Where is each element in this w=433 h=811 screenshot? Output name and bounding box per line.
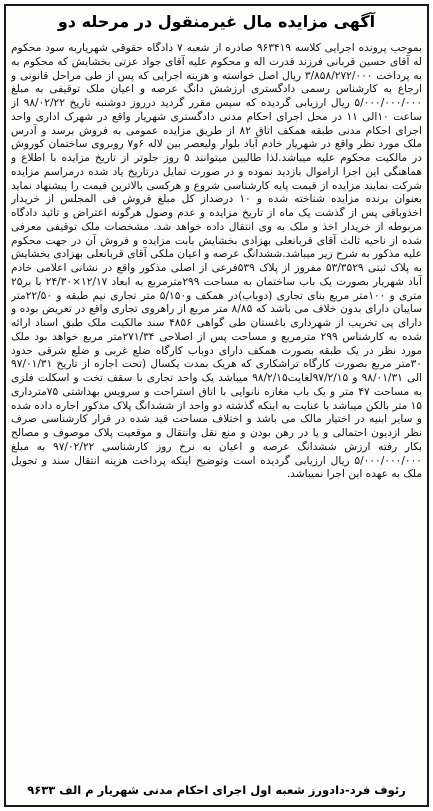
auction-notice (4, 4, 429, 807)
notice-body: بموجب پرونده اجرایی کلاسه ۹۶۳۴۱۹ صادره از شعبه ۷ دادگاه حقوقی شهریاربه سود محکوم له آقای حسین قربانی فرزند قدرت اله و محکوم علیه آقای جواد عزتی بخشایش که محکوم به به پرداخت ۳/۸۵۸/۲۷۲/۰۰۰ ریال اصل خواسته و هزینه اجرایی که پس از طی مراحل قانونی و ارجاع به کارشناس رسمی دادگستری ارزشش دانگ عرصه و اعیان ملک توقیفی به مبلغ ۵/۰۰۰/۰۰۰/۰۰۰ ریال ارزیابی گردیده که سپس مقرر گردید درروز دوشنبه تاریخ ۹۸/۰۲/۲۲ از ساعت ۱۰الی ۱۱ در محل اجرای احکام مدنی دادگستری شهریار واقع در شهرک اداری واحد اجرای احکام مدنی طبقه همکف اتاق ۸۲ از طریق مزایده عمومی به فروش برسد و آدرس ملک مورد نظر واقع در شهریار خادم آباد بلوار ولیعصر بین لاله ۶و۷ روبروی ساختمان کوروش در مالکیت محکوم علیه میباشد.لذا طالبین میتوانند ۵ روز جلوتر از تاریخ مزایده با اطلاع و هماهنگی این اجرا ازاموال بازدید نموده و در صورت تمایل درتاریخ یاد شده درمراسم مزایده شرکت نمایند مزایده از قیمت پایه کارشناسی شروع و هرکسی بالاترین قیمت را پیشنهاد نماید بعنوان برنده مزایده شناخته شده و ۱۰ درصداز کل مبلغ فروش فی المجلس از خریدار اخذوباقی پس از گذشت یک ماه از تاریخ مزایده و عدم وصول هرگونه اعتراض و تائید دادگاه مربوطه از خریدار اخذ و ملک به وی انتقال داده خواهد شد. مشخصات ملک توقیفی معرفی شده از ناحیه ثالث آقای قربانعلی بهزادی بخشایش بابت مزایده و فروش آن در جهت محکوم علیه مذکور به شرح زیر میباشد.ششدانگ عرصه و اعیان ملکی آقای قربانعلی بهزادی بخشایش به پلاک ثبتی ۵۳/۳۵۲۹ مفروز از پلاک ۵۳۹فرعی از اصلی مذکور واقع در نشانی اعلامی خادم آباد شهریار بصورت یک باب ساختمان به مساحت ۲۹۹مترمربع به ابعاد ۱۲/۱۷×۲۴/۳۰ با بر۲۵ متری و ۱۰۰متر مربع بنای تجاری (دوباب)در همکف و۵/۱۵۰ متر تجاری نیم طبقه و ۲۲/۵۰متر سایبان دارای بدون خلاف می باشد که ۸/۸۵ متر مربع از راهروی تجاری واقع در تعریض بوده و دارای پی تخریب از شهرداری باغستان طی گواهی ۴۸۵۶ سند مالکیت ملک طبق اسناد ارائه شده به کارشناس ۲۹۹ مترمربع و مساحت پس از اصلاحی ۲۷۱/۳۴متر مربع خواهد بود ملک مورد نظر در یک طبقه بصورت همکف دارای دوباب کارگاه ضلع غربی و ضلع شرقی حدود ۳۰متر مربع بصورت کارگاه تراشکاری که هریک بمدت یکسال (تحت اجاره از تاریخ ۹۷/۰۱/۳۱ الی ۹۸/۰۱/۳۱ و ۹۷/۲/۱۵لغایت۹۸/۲/۱۵ میباشد یک واحد تجاری با سقف تخت و اسکلت فلزی به مساحت ۴۷ متر و یک باب مغازه نانوایی با اتاق استراحت و سرویس بهداشتی ۷۵مترداری ۱۵ متر بالکن میباشد با عنایت به اینکه گذشته دو واحد از ششدانگ پلاک مذکور اجاره داده شده و سایر ابنیه در اختیار مالک می باشد و اختلاف مساحت قید شده در قرار کارشناسی صرف نظر ازدیون احتمالی و یا در رهن بودن و منع نقل وانتقال و موقعیت پلاک موصوف و مصالح بکار رفته ارزش ششدانگ عرصه و اعیان به نرخ روز کارشناسی ۹۷/۰۲/۲۲ به مبلغ ۵/۰۰۰/۰۰۰/۰۰۰ ریال ارزیابی گردیده است وتوضیح اینکه پرداخت هزینه انتقال سند و تحویل ملک به عهده این اجرا نمیباشد. (11, 42, 422, 481)
notice-signature: رئوف فرد-دادورز شعبه اول اجرای احکام مدنی شهریار م الف ۹۶۳۳ (27, 783, 406, 797)
notice-title: آگهی مزایده مال غیرمنقول در مرحله دو (57, 12, 376, 31)
